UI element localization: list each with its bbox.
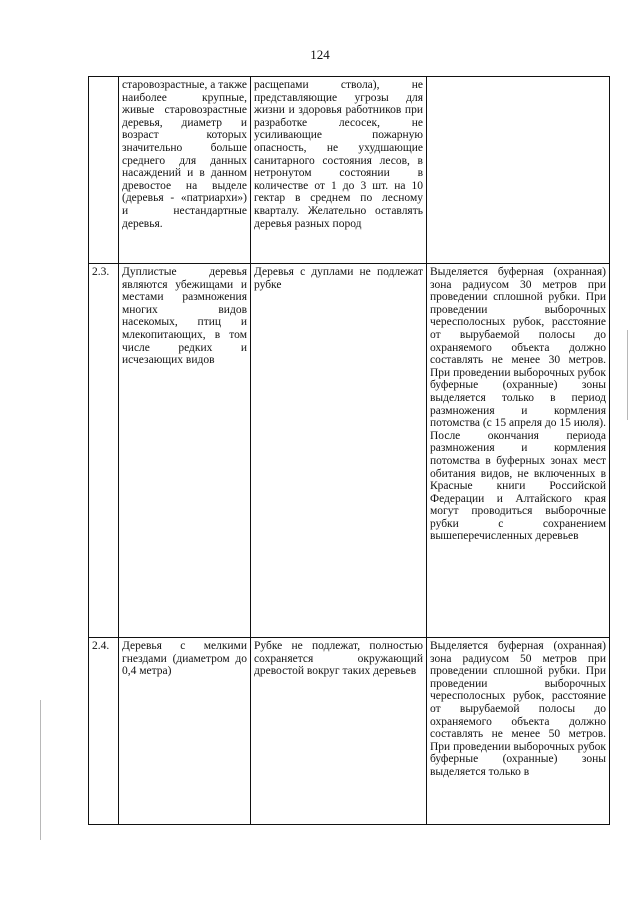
protection-measures: Деревья с дуплами не подлежат рубке — [251, 264, 427, 638]
row-number: 2.3. — [89, 264, 119, 638]
buffer-zone-rules — [427, 77, 610, 264]
protection-table — [88, 76, 610, 825]
table-row — [89, 638, 610, 825]
scan-artifact-line — [40, 700, 41, 840]
object-description: Дуплистые деревья являются убежищами и местами размножения многих видов насекомых, птиц и млекопитающих, в том числе редких и исчезающих видов — [119, 264, 251, 638]
protection-measures: Рубке не подлежат, полностью сохраняется окружающий древостой вокруг таких деревьев — [251, 638, 427, 825]
table-row — [89, 77, 610, 264]
row-number: 2.4. — [89, 638, 119, 825]
table-row — [89, 264, 610, 638]
row-number — [89, 77, 119, 264]
page-number: 124 — [310, 47, 330, 62]
scan-artifact-line — [627, 330, 628, 420]
protection-measures: расщепами ствола), не представляющие угрозы для жизни и здоровья работников при разработке лесосек, не усиливающие пожарную опасность, не ухудшающие санитарного состояния лесов, в нетронутом состоянии в количестве от 1 до 3 шт. на 10 гектар в среднем по лесному кварталу. Желательно оставлять деревья разных пород — [251, 77, 427, 264]
object-description: старовозрастные, а также наиболее крупные, живые старовозрастные деревья, диаметр и возраст которых значительно больше среднего для данных насаждений и в данном древостое на выделе (деревья - «патриархи») и нестандартные деревья. — [119, 77, 251, 264]
buffer-zone-rules: Выделяется буферная (охранная) зона радиусом 50 метров при проведении сплошной рубки. При проведении выборочных чересполосных рубок, расстояние от вырубаемой полосы до охраняемого объекта должно составлять не менее 50 метров. При проведении выборочных рубок буферные (охранные) зоны выделяется только в — [427, 638, 610, 825]
buffer-zone-rules: Выделяется буферная (охранная) зона радиусом 30 метров при проведении сплошной рубки. При проведении выборочных чересполосных рубок, расстояние от вырубаемой полосы до охраняемого объекта должно составлять не менее 30 метров. При проведении выборочных рубок буферные (охранные) зоны выделяется только в период размножения и кормления потомства (с 15 апреля до 15 июля). После окончания периода размножения и кормления потомства в буферных зонах мест обитания видов, не включенных в Красные книги Российской Федерации и Алтайского края могут проводиться выборочные рубки с сохранением вышеперечисленных деревьев — [427, 264, 610, 638]
object-description: Деревья с мелкими гнездами (диаметром до 0,4 метра) — [119, 638, 251, 825]
